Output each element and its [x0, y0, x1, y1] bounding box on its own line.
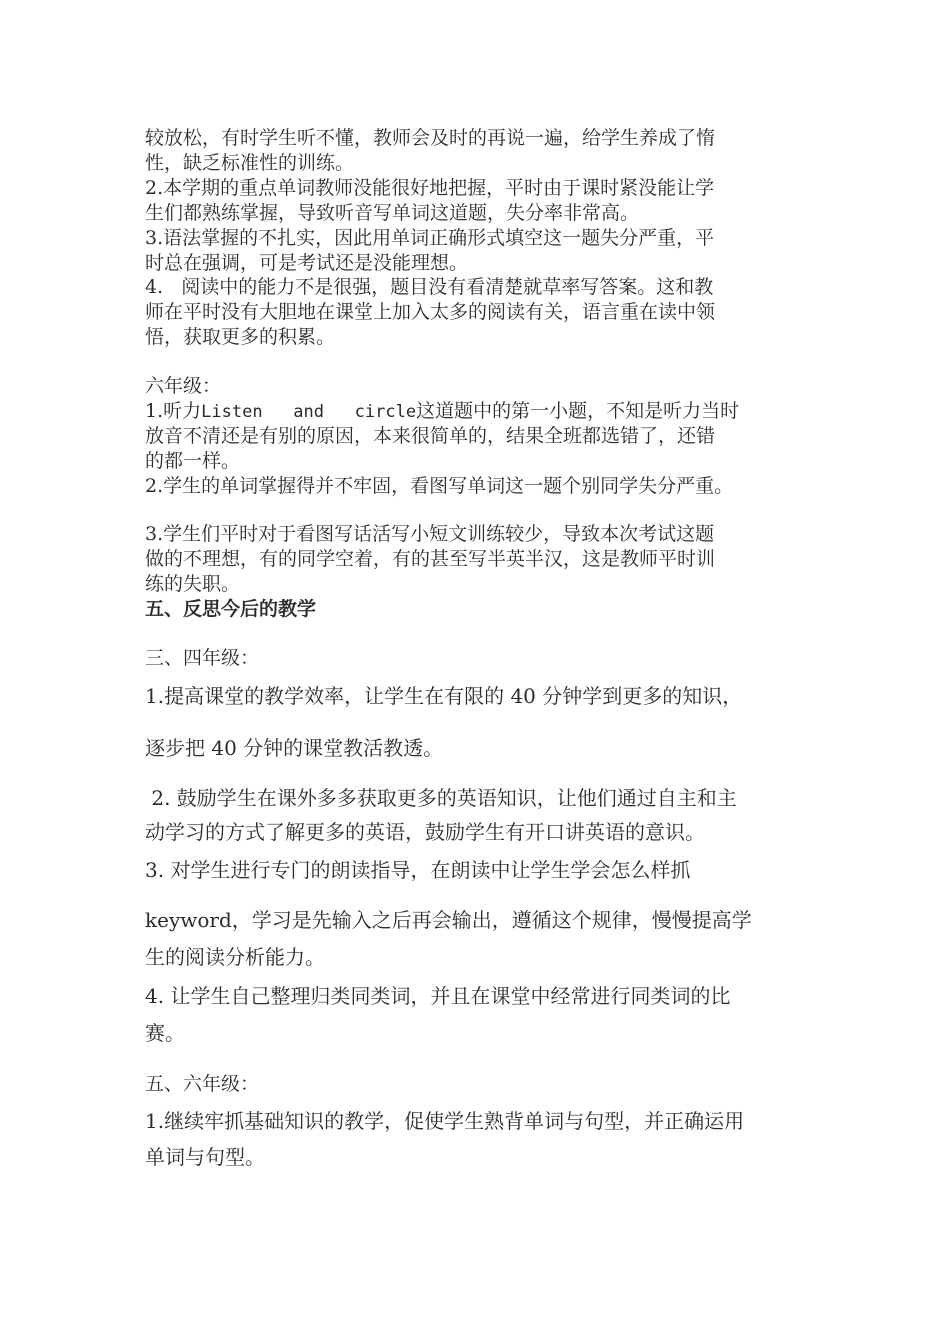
paragraph-line: 2. 鼓励学生在课外多多获取更多的英语知识，让他们通过自主和主 — [145, 786, 737, 810]
paragraph-line: 3.学生们平时对于看图写话活写小短文训练较少，导致本次考试这题 — [145, 523, 715, 545]
paragraph-line: 做的不理想，有的同学空着，有的甚至写半英半汉，这是教师平时训 — [145, 548, 716, 570]
paragraph-line: 动学习的方式了解更多的英语，鼓励学生有开口讲英语的意识。 — [145, 820, 705, 844]
paragraph-line: 4. 阅读中的能力不是很强，题目没有看清楚就草率写答案。这和教 — [145, 276, 714, 298]
paragraph-line — [145, 399, 739, 424]
grade-three-four-heading: 三、四年级： — [145, 647, 260, 669]
text-fragment: 这道题中的第一小题，不知是听力当时 — [416, 400, 740, 422]
text-fragment: 1.听力 — [145, 400, 202, 422]
english-phrase: Listen and circle — [201, 402, 417, 422]
paragraph-line: 赛。 — [145, 1021, 185, 1045]
paragraph-line: keyword，学习是先输入之后再会输出，遵循这个规律，慢慢提高学 — [145, 908, 752, 932]
paragraph-line: 性，缺乏标准性的训练。 — [145, 152, 355, 174]
paragraph-line: 4. 让学生自己整理归类同类词，并且在课堂中经常进行同类词的比 — [145, 984, 731, 1008]
grade-six-heading: 六年级： — [145, 375, 222, 397]
paragraph-line: 单词与句型。 — [145, 1145, 265, 1169]
paragraph-line: 的都一样。 — [145, 450, 241, 472]
paragraph-line: 3.语法掌握的不扎实，因此用单词正确形式填空这一题失分严重，平 — [145, 227, 715, 249]
paragraph-line: 1.继续牢抓基础知识的教学，促使学生熟背单词与句型，并正确运用 — [145, 1109, 745, 1133]
paragraph-line: 练的失职。 — [145, 573, 241, 595]
paragraph-line: 2.本学期的重点单词教师没能很好地把握，平时由于课时紧没能让学 — [145, 177, 715, 199]
paragraph-line: 放音不清还是有别的原因，本来很简单的，结果全班都选错了，还错 — [145, 425, 716, 447]
paragraph-line: 生的阅读分析能力。 — [145, 945, 325, 969]
paragraph-line: 生们都熟练掌握，导致听音写单词这道题，失分率非常高。 — [145, 202, 640, 224]
paragraph-line: 2.学生的单词掌握得并不牢固，看图写单词这一题个别同学失分严重。 — [145, 475, 734, 497]
paragraph-line: 师在平时没有大胆地在课堂上加入太多的阅读有关，语言重在读中领 — [145, 301, 716, 323]
paragraph-line: 逐步把 40 分钟的课堂教活教透。 — [145, 736, 444, 760]
grade-five-six-heading: 五、六年级： — [145, 1073, 260, 1095]
paragraph-line: 较放松，有时学生听不懂，教师会及时的再说一遍，给学生养成了惰 — [145, 127, 716, 149]
section-heading: 五、反思今后的教学 — [145, 598, 317, 620]
paragraph-line: 时总在强调，可是考试还是没能理想。 — [145, 252, 469, 274]
paragraph-line: 悟，获取更多的积累。 — [145, 326, 336, 348]
paragraph-line: 1.提高课堂的教学效率，让学生在有限的 40 分钟学到更多的知识， — [145, 684, 743, 708]
paragraph-line: 3. 对学生进行专门的朗读指导，在朗读中让学生学会怎么样抓 — [145, 858, 691, 882]
